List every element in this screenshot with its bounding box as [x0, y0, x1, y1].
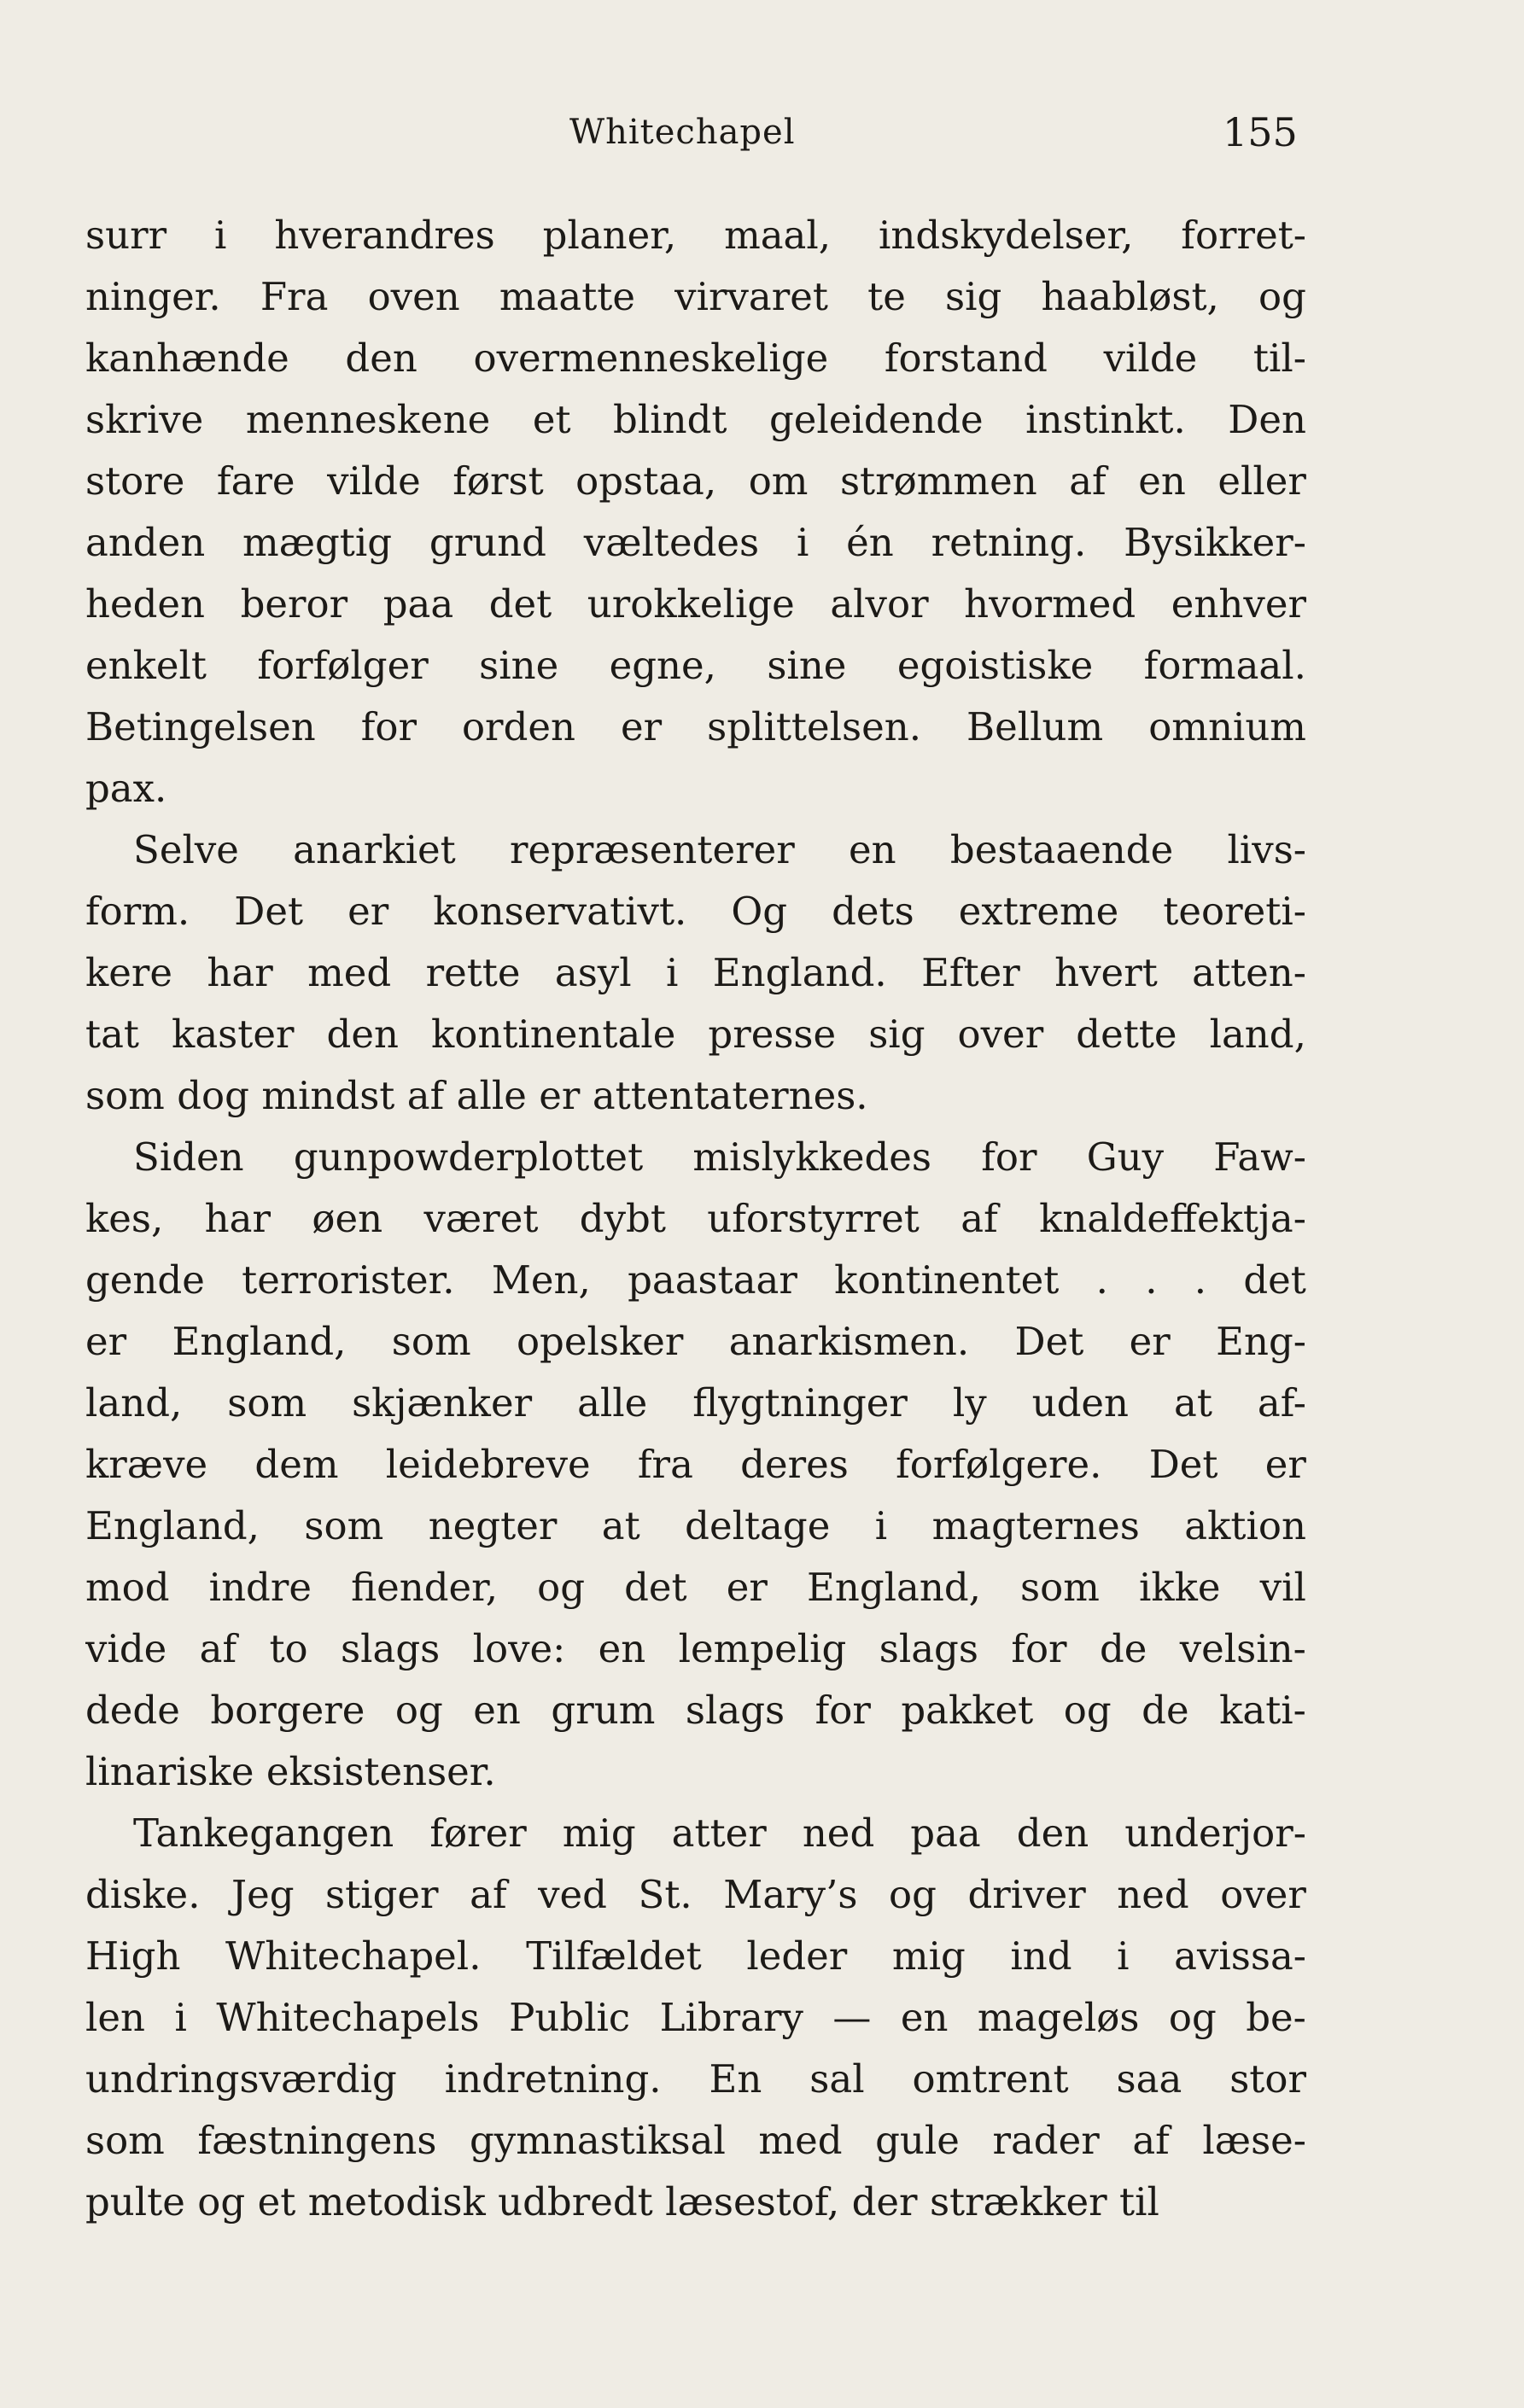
- text-line: pulte og et metodisk udbredt læsestof, der strækker til: [85, 2179, 1159, 2224]
- text-line: len i Whitechapels Public Library — en mageløs og be-: [85, 1995, 1306, 2040]
- text-line: dede borgere og en grum slags for pakket og de kati-: [85, 1688, 1306, 1733]
- text-line: undringsværdig indretning. En sal omtrent saa stor: [85, 2056, 1306, 2102]
- body-text: [85, 205, 1306, 2233]
- text-line: vide af to slags love: en lempelig slags for de velsin-: [85, 1626, 1306, 1671]
- text-line: tat kaster den kontinentale presse sig over dette land,: [85, 1012, 1306, 1057]
- text-line: enkelt forfølger sine egne, sine egoistiske formaal.: [85, 643, 1306, 688]
- text-line: Selve anarkiet repræsenterer en bestaaende livs-: [133, 827, 1306, 872]
- running-title: Whitechapel: [569, 113, 796, 152]
- text-line: kes, har øen været dybt uforstyrret af knaldeffektja-: [85, 1196, 1306, 1241]
- text-line: land, som skjænker alle flygtninger ly uden at af-: [85, 1380, 1306, 1426]
- text-line: som fæstningens gymnastiksal med gule rader af læse-: [85, 2118, 1306, 2163]
- text-line: Siden gunpowderplottet mislykkedes for Guy Faw-: [133, 1134, 1306, 1180]
- text-line: kanhænde den overmenneskelige forstand vilde til-: [85, 335, 1306, 381]
- text-line: High Whitechapel. Tilfældet leder mig ind i avissa-: [85, 1933, 1306, 1979]
- text-line: Tankegangen fører mig atter ned paa den underjor-: [133, 1810, 1306, 1856]
- text-line: form. Det er konservativt. Og dets extreme teoreti-: [85, 889, 1306, 934]
- text-line: kere har med rette asyl i England. Efter hvert atten-: [85, 950, 1306, 995]
- page-number: 155: [1223, 109, 1298, 155]
- text-line: skrive menneskene et blindt geleidende instinkt. Den: [85, 397, 1306, 442]
- text-line: diske. Jeg stiger af ved St. Mary’s og driver ned over: [85, 1872, 1306, 1917]
- text-line: anden mægtig grund væltedes i én retning. Bysikker-: [85, 520, 1306, 565]
- running-head: [0, 109, 1524, 160]
- text-line: England, som negter at deltage i magternes aktion: [85, 1503, 1306, 1548]
- text-line: Betingelsen for orden er splittelsen. Bellum omnium: [85, 704, 1306, 749]
- text-line: kræve dem leidebreve fra deres forfølgere. Det er: [85, 1442, 1306, 1487]
- text-line: pax.: [85, 766, 167, 811]
- text-line: gende terrorister. Men, paastaar kontinentet . . . det: [85, 1257, 1306, 1303]
- text-line: heden beror paa det urokkelige alvor hvormed enhver: [85, 581, 1306, 627]
- text-line: store fare vilde først opstaa, om strømmen af en eller: [85, 458, 1306, 504]
- text-line: ninger. Fra oven maatte virvaret te sig haabløst, og: [85, 274, 1306, 319]
- text-line: er England, som opelsker anarkismen. Det er Eng-: [85, 1319, 1306, 1364]
- text-line: som dog mindst af alle er attentaternes.: [85, 1073, 868, 1118]
- text-line: mod indre fiender, og det er England, som ikke vil: [85, 1565, 1306, 1610]
- text-line: surr i hverandres planer, maal, indskydelser, forret-: [85, 213, 1306, 258]
- text-line: linariske eksistenser.: [85, 1749, 496, 1794]
